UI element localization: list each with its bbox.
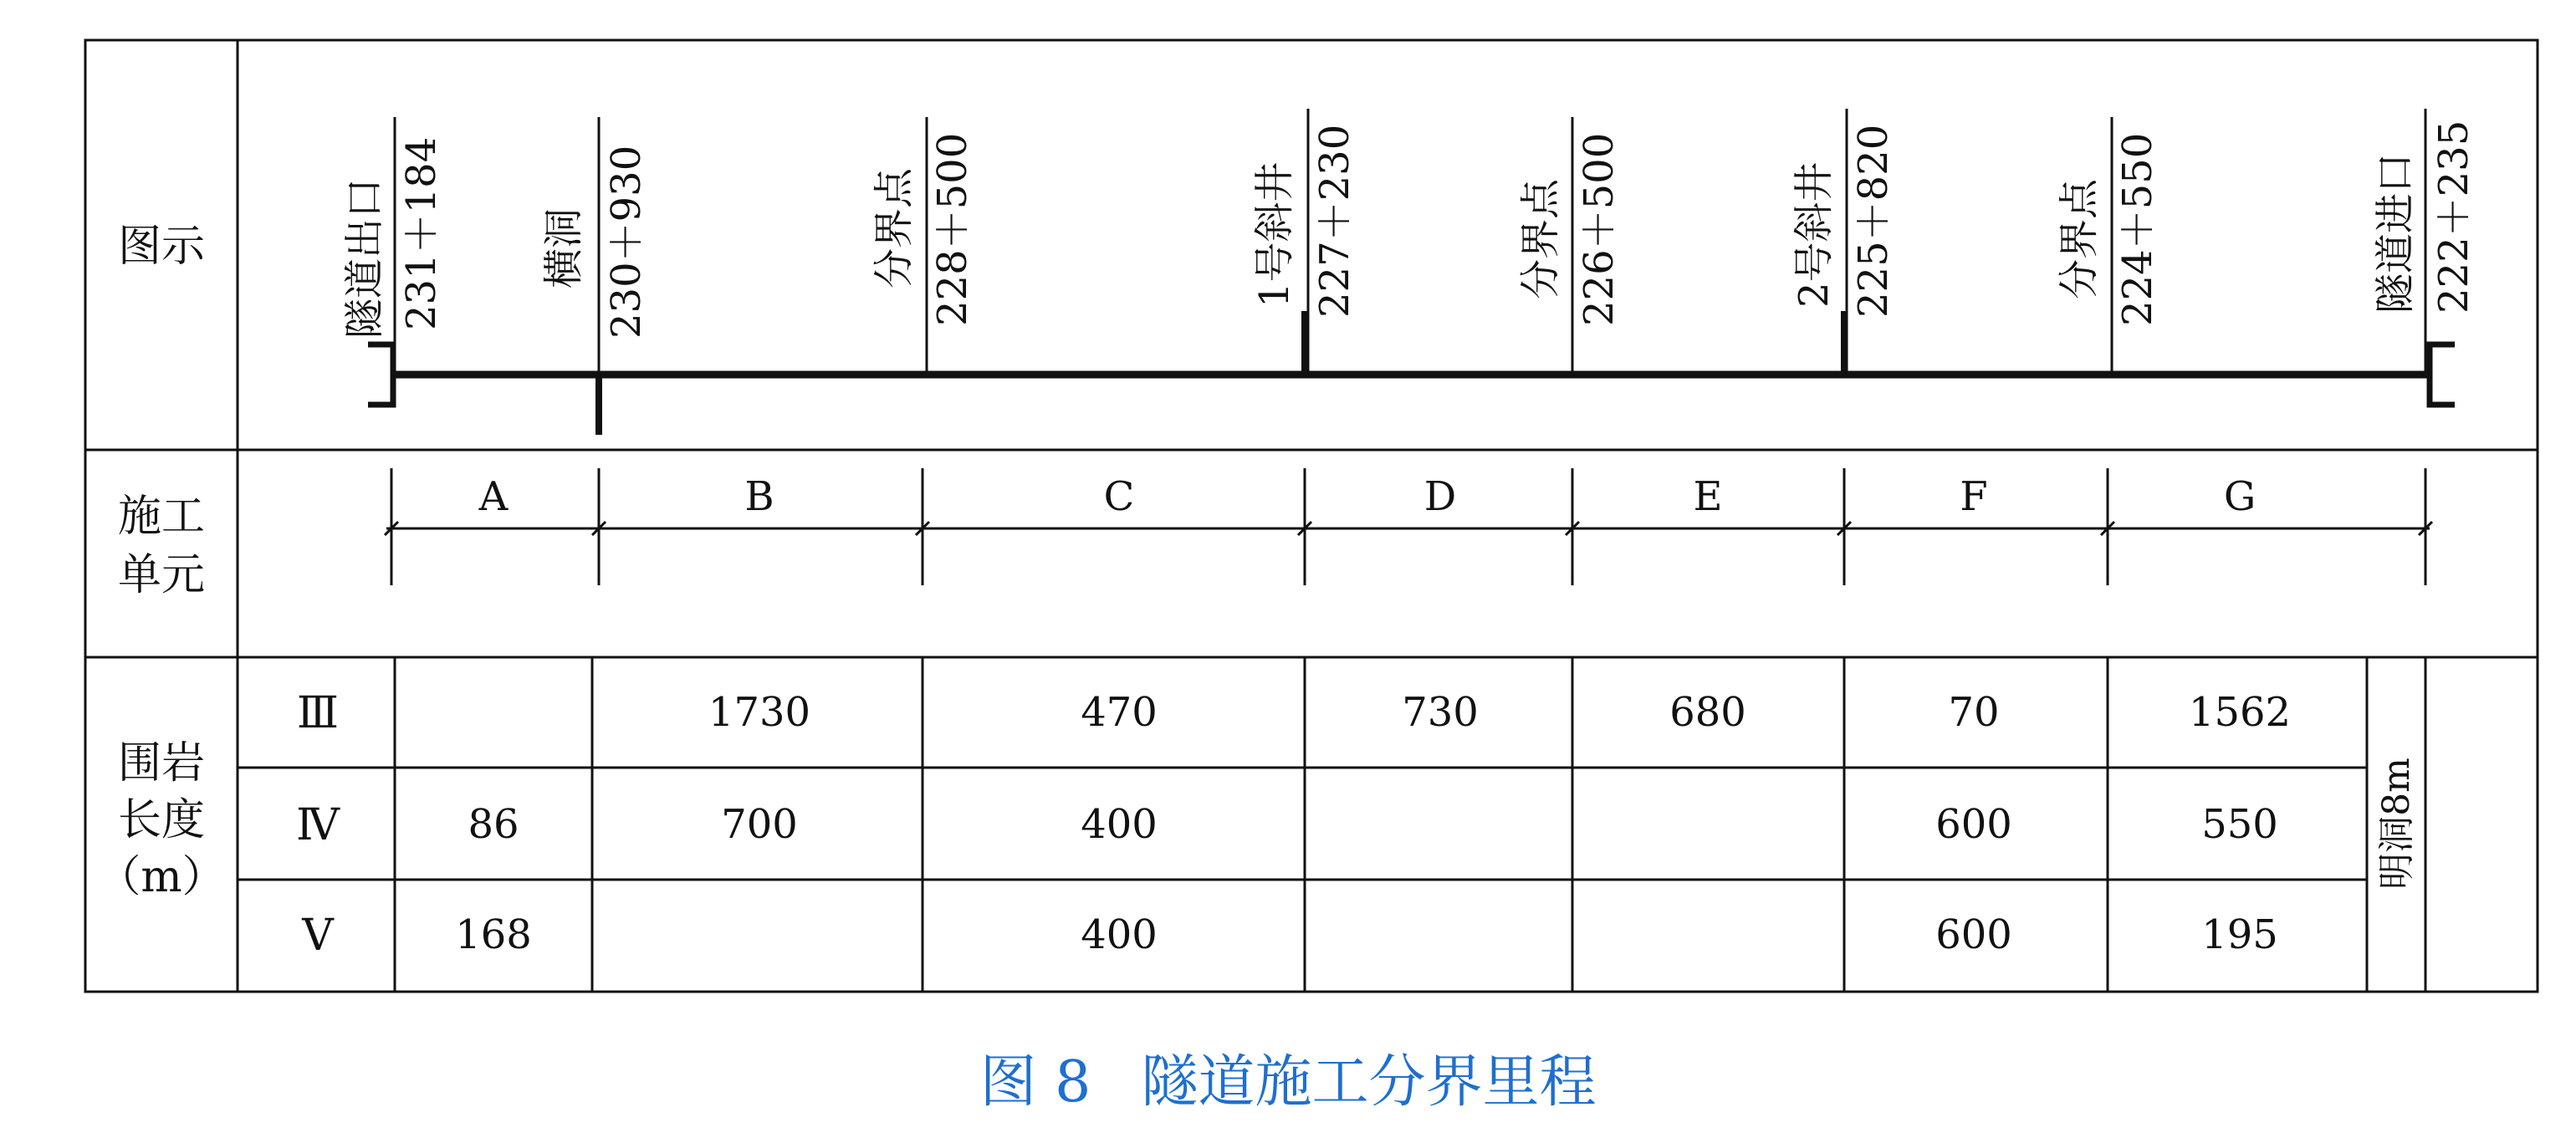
rock-row-label-line-2: 长度 xyxy=(117,795,206,845)
figure-caption xyxy=(0,1037,2576,1118)
rock-cell: 600 xyxy=(1935,801,2012,848)
rock-row-label-line-3: （m） xyxy=(97,852,226,902)
rock-cell: 700 xyxy=(721,801,798,848)
marker-incline-1-chainage: 227＋230 xyxy=(1311,124,1358,318)
marker-boundary-2-chainage: 226＋500 xyxy=(1576,132,1623,326)
rock-cell: 168 xyxy=(455,911,532,958)
diagram-row-label: 图示 xyxy=(117,222,206,272)
rock-row-label-line-1: 围岩 xyxy=(117,738,206,788)
marker-adit-name: 横洞 xyxy=(540,207,587,288)
marker-boundary-1-chainage: 228＋500 xyxy=(929,132,976,326)
marker-adit-chainage: 230＋930 xyxy=(603,145,650,339)
marker-boundary-1-name: 分界点 xyxy=(871,167,917,288)
rock-cell: 195 xyxy=(2201,911,2278,958)
rock-cell: 1730 xyxy=(708,689,811,736)
unit-label-c: C xyxy=(1103,473,1135,520)
rock-grade-v: Ⅴ xyxy=(302,911,334,961)
marker-boundary-3-chainage: 224＋550 xyxy=(2114,132,2161,326)
marker-boundary-3-name: 分界点 xyxy=(2056,178,2103,299)
rock-cell: 400 xyxy=(1081,911,1158,958)
marker-incline-2-chainage: 225＋820 xyxy=(1850,124,1897,318)
marker-entrance-name: 隧道进口 xyxy=(2372,152,2419,314)
marker-incline-2-name: 2号斜井 xyxy=(1791,161,1837,308)
units-row-label-line-1: 施工 xyxy=(117,492,206,542)
open-cut-note: 明洞8m xyxy=(2375,758,2418,890)
unit-label-f: F xyxy=(1960,473,1988,520)
marker-entrance-chainage: 222＋235 xyxy=(2430,120,2477,314)
rock-cell: 1562 xyxy=(2188,689,2292,736)
exit-portal-icon xyxy=(368,344,393,405)
unit-label-e: E xyxy=(1693,473,1723,520)
rock-cell: 470 xyxy=(1081,689,1158,736)
marker-boundary-2-name: 分界点 xyxy=(1517,178,1564,299)
rock-grade-iii: Ⅲ xyxy=(296,688,340,738)
unit-label-a: A xyxy=(478,473,509,520)
rock-cell: 70 xyxy=(1948,689,2000,736)
unit-label-g: G xyxy=(2223,473,2257,520)
rock-cell: 86 xyxy=(468,801,519,848)
unit-label-d: D xyxy=(1423,473,1457,520)
marker-exit-chainage: 231＋184 xyxy=(398,136,445,330)
unit-label-b: B xyxy=(744,473,774,520)
rock-grade-iv: Ⅳ xyxy=(296,800,340,850)
rock-cell: 600 xyxy=(1935,911,2012,958)
figure-title: 隧道施工分界里程 xyxy=(1141,1049,1597,1115)
entrance-portal-icon xyxy=(2430,344,2455,405)
rock-cell: 400 xyxy=(1081,801,1158,848)
marker-exit-name: 隧道出口 xyxy=(341,177,388,339)
rock-cell: 730 xyxy=(1402,689,1479,736)
units-row-label-line-2: 单元 xyxy=(117,550,206,600)
rock-cell: 550 xyxy=(2201,801,2278,848)
rock-cell: 680 xyxy=(1669,689,1746,736)
figure-number: 图 8 xyxy=(979,1049,1091,1115)
marker-incline-1-name: 1号斜井 xyxy=(1251,161,1298,308)
